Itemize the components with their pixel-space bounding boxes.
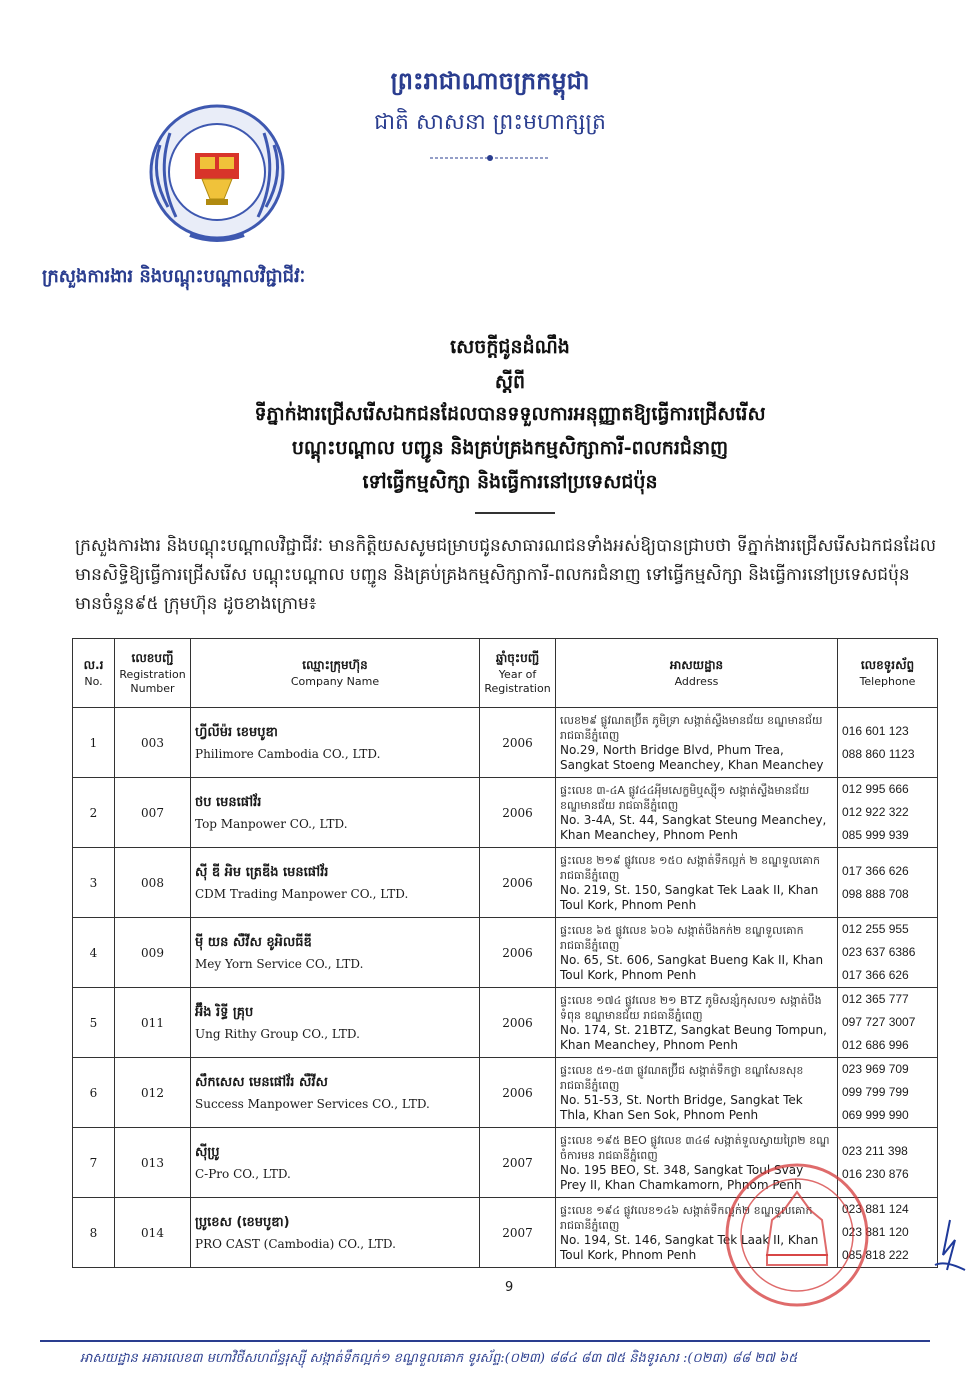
phone-number: 017 366 626: [842, 968, 909, 982]
cell-no: 8: [73, 1198, 115, 1268]
cell-registration: 008: [115, 848, 191, 918]
header-year: ឆ្នាំចុះបញ្ជី Year of Registration: [480, 639, 556, 708]
company-name-kh: សឹកសេស មេនផៅវ័រ សឺវីស: [195, 1075, 328, 1090]
cell-company: [191, 708, 480, 778]
company-name-kh: ម៉ី យន សឺវីស ខូអិលធីឌី: [195, 935, 312, 950]
cell-telephone: [838, 1058, 938, 1128]
company-name-en: Success Manpower Services CO., LTD.: [195, 1097, 430, 1111]
cell-no: 6: [73, 1058, 115, 1128]
cell-year: 2006: [480, 1058, 556, 1128]
address-en: No. 65, St. 606, Sangkat Bueng Kak II, Khan Toul Kork, Phnom Penh: [560, 952, 824, 982]
table-row: [73, 778, 938, 848]
table-row: [73, 708, 938, 778]
phone-number: 023 969 709: [842, 1062, 909, 1076]
notice-subject-line1: ទីភ្នាក់ងារជ្រើសរើសឯកជនដែលបានទទួលការអនុញ្ញាតឱ្យធ្វើការជ្រើសរើស: [254, 403, 766, 425]
ornament-divider: [430, 148, 550, 158]
address-en: No. 3-4A, St. 44, Sangkat Steung Meanchey, Khan Meanchey, Phnom Penh: [560, 812, 827, 842]
phone-number: 016 230 876: [842, 1166, 909, 1181]
phone-number: 097 727 3007: [842, 1015, 916, 1029]
header-no: ល.រ No.: [73, 639, 115, 708]
phone-number: 012 255 955: [842, 922, 909, 936]
ministry-name: ក្រសួងការងារ និងបណ្តុះបណ្តាលវិជ្ជាជីវៈ: [42, 266, 306, 287]
cell-company: [191, 918, 480, 988]
footer-address: អាសយដ្ឋាន អគារលេខ៣ មហាវិថីសហព័ន្ធរុស្ស៊ី សង្កាត់ទឹកល្អក់១ ខណ្ឌទួលគោក ទូរស័ព្ទ:(០២៣) ៨៨៤ ៨៣ ៧៥ និងទូរសារ :(០២៣) ៨៨ ២៧ ៦៥: [80, 1351, 798, 1366]
phone-number: 023 881 124: [842, 1202, 909, 1216]
national-motto: ជាតិ សាសនា ព្រះមហាក្សត្រ: [374, 110, 606, 135]
cell-year: 2006: [480, 778, 556, 848]
company-name-en: C-Pro CO., LTD.: [195, 1167, 291, 1181]
cell-year: 2006: [480, 918, 556, 988]
page-number: 9: [505, 1280, 514, 1295]
address-kh: ផ្ទះលេខ ២១៩ ផ្លូវលេខ ១៥០ សង្កាត់ទឹកល្អក់ ២ ខណ្ឌទួលគោក រាជធានីភ្នំពេញ: [560, 853, 820, 882]
cell-registration: 009: [115, 918, 191, 988]
address-en: No. 174, St. 21BTZ, Sangkat Beung Tompun, Khan Meanchey, Phnom Penh: [560, 1022, 827, 1052]
phone-number: 012 922 322: [842, 805, 909, 819]
address-kh: ផ្ទះលេខ ១៩៤ ផ្លូវលេខ១៤៦ សង្កាត់ទឹកល្អក់២ ខណ្ឌទួលគោក រាជធានីភ្នំពេញ: [560, 1203, 813, 1232]
cell-telephone: [838, 918, 938, 988]
header-address: អាសយដ្ឋាន Address: [556, 639, 838, 708]
cell-company: [191, 988, 480, 1058]
company-name-en: Mey Yorn Service CO., LTD.: [195, 957, 364, 971]
phone-number: 023 881 120: [842, 1225, 909, 1239]
cell-address: [556, 1058, 838, 1128]
cell-year: 2007: [480, 1128, 556, 1198]
cell-address: [556, 708, 838, 778]
cell-registration: 011: [115, 988, 191, 1058]
address-kh: ផ្ទះលេខ ៥១-៥៣ ផ្លូវណតប្រ៊ីជ សង្កាត់ទឹកថ្លា ខណ្ឌសែនសុខ រាជធានីភ្នំពេញ: [560, 1063, 804, 1092]
address-kh: ផ្ទះលេខ ៦៥ ផ្លូវលេខ ៦០៦ សង្កាត់បឹងកក់២ ខណ្ឌទួលគោក រាជធានីភ្នំពេញ: [560, 923, 804, 952]
table-row: [73, 1058, 938, 1128]
company-name-en: CDM Trading Manpower CO., LTD.: [195, 887, 409, 901]
address-en: No. 51-53, St. North Bridge, Sangkat Tek Thla, Khan Sen Sok, Phnom Penh: [560, 1092, 803, 1122]
cell-year: 2007: [480, 1198, 556, 1268]
cell-year: 2006: [480, 988, 556, 1058]
cell-address: [556, 848, 838, 918]
phone-number: 088 860 1123: [842, 746, 915, 761]
phone-number: 017 366 626: [842, 863, 909, 878]
title-divider: [475, 512, 555, 514]
cell-no: 3: [73, 848, 115, 918]
notice-subject-label: ស្តីពី: [494, 371, 526, 393]
cell-telephone: [838, 778, 938, 848]
cell-year: 2006: [480, 848, 556, 918]
notice-subject-line2: បណ្តុះបណ្តាល បញ្ជូន និងគ្រប់គ្រងកម្មសិក្សាការី-ពលករជំនាញ: [291, 437, 729, 459]
phone-number: 069 999 990: [842, 1108, 909, 1122]
phone-number: 085 818 222: [842, 1248, 909, 1262]
address-kh: ផ្ទះលេខ ១៧៤ ផ្លូវលេខ ២១ BTZ ភូមិសន្សំកុសល១ សង្កាត់បឹងទំពុន ខណ្ឌមានជ័យ រាជធានីភ្នំពេញ: [560, 993, 822, 1022]
intro-paragraph: ក្រសួងការងារ និងបណ្តុះបណ្តាលវិជ្ជាជីវៈ មានកិត្តិយសសូមជម្រាបជូនសាធារណជនទាំងអស់ឱ្យបានជ្រាបថា ទីភ្នាក់ងារជ្រើសរើសឯកជនដែលមានសិទ្ធិឱ្យធ្វើការជ្រើសរើស បណ្តុះបណ្តាល បញ្ជូន និងគ្រប់គ្រងកម្មសិក្សាការី-ពលករជំនាញ ទៅធ្វើកម្មសិក្សា និងធ្វើការនៅប្រទេសជប៉ុន មានចំនួន៩៥ ក្រុមហ៊ុន ដូចខាងក្រោម៖: [75, 536, 937, 614]
header-company: ឈ្មោះក្រុមហ៊ុន Company Name: [191, 639, 480, 708]
company-name-kh: ប្រូខេស (ខេមបូឌា): [195, 1215, 290, 1230]
address-kh: លេខ២៩ ផ្លូវណតប្រ៊ីត ភូមិទ្រា សង្កាត់ស្ទឹងមានជ័យ ខណ្ឌមានជ័យ រាជធានីភ្នំពេញ: [560, 713, 823, 742]
phone-number: 023 211 398: [842, 1143, 908, 1158]
header-registration: លេខបញ្ជី Registration Number: [115, 639, 191, 708]
cell-address: [556, 988, 838, 1058]
header-telephone: លេខទូរស័ព្ទ Telephone: [838, 639, 938, 708]
cell-registration: 014: [115, 1198, 191, 1268]
address-en: No. 219, St. 150, Sangkat Tek Laak II, Khan Toul Kork, Phnom Penh: [560, 882, 819, 912]
signature-mark: [925, 1215, 970, 1285]
cell-company: [191, 848, 480, 918]
cell-telephone: [838, 708, 938, 778]
company-name-en: Ung Rithy Group CO., LTD.: [195, 1027, 360, 1041]
notice-subject-line3: ទៅធ្វើកម្មសិក្សា និងធ្វើការនៅប្រទេសជប៉ុន: [362, 471, 658, 493]
phone-number: 016 601 123: [842, 723, 909, 738]
address-en: No.29, North Bridge Blvd, Phum Trea, Sangkat Stoeng Meanchey, Khan Meanchey: [560, 742, 824, 772]
address-kh: ផ្ទះលេខ ១៩៥ BEO ផ្លូវលេខ ៣៤៨ សង្កាត់ទួលស្វាយព្រៃ២ ខណ្ឌចំការមន រាជធានីភ្នំពេញ: [560, 1133, 830, 1162]
cell-telephone: [838, 848, 938, 918]
address-en: No. 194, St. 146, Sangkat Tek Laak II, Khan Toul Kork, Phnom Penh: [560, 1232, 819, 1262]
table-row: [73, 988, 938, 1058]
cell-registration: 013: [115, 1128, 191, 1198]
phone-number: 099 799 799: [842, 1085, 909, 1099]
cell-address: [556, 918, 838, 988]
address-kh: ផ្ទះលេខ ៣-៤A ផ្លូវ៤៤អុីមសេក្ខមិឬស្ស៊ី១ សង្កាត់ស្ទឹងមានជ័យ ខណ្ឌមានជ័យ រាជធានីភ្នំពេញ: [560, 783, 810, 812]
footer-divider: [40, 1340, 930, 1342]
phone-number: 098 888 708: [842, 886, 909, 901]
company-name-kh: ស៊ី ឌី អិម ត្រេឌីង មេនផៅវ័រ: [195, 865, 329, 880]
table-row: [73, 918, 938, 988]
phone-number: 012 995 666: [842, 782, 909, 796]
cell-no: 4: [73, 918, 115, 988]
company-name-kh: អ៊ឹង រិទ្ធី គ្រុប: [195, 1005, 254, 1020]
cell-no: 7: [73, 1128, 115, 1198]
cell-no: 2: [73, 778, 115, 848]
cell-company: [191, 1058, 480, 1128]
company-name-en: Philimore Cambodia CO., LTD.: [195, 747, 381, 761]
phone-number: 023 637 6386: [842, 945, 916, 959]
kingdom-heading: ព្រះរាជាណាចក្រកម្ពុជា: [390, 66, 590, 95]
cell-no: 5: [73, 988, 115, 1058]
company-name-en: Top Manpower CO., LTD.: [195, 817, 348, 831]
cell-year: 2006: [480, 708, 556, 778]
cell-registration: 012: [115, 1058, 191, 1128]
company-name-en: PRO CAST (Cambodia) CO., LTD.: [195, 1237, 396, 1251]
cell-no: 1: [73, 708, 115, 778]
cell-registration: 007: [115, 778, 191, 848]
address-en: No. 195 BEO, St. 348, Sangkat Toul Svay Prey II, Khan Chamkamorn, Phnom Penh: [560, 1162, 804, 1192]
ministry-logo: [140, 95, 295, 250]
notice-title: សេចក្តីជូនដំណឹង: [450, 336, 570, 358]
phone-number: 085 999 939: [842, 828, 909, 842]
official-stamp: [722, 1160, 872, 1310]
cell-address: [556, 778, 838, 848]
table-row: [73, 848, 938, 918]
phone-number: 012 686 996: [842, 1038, 909, 1052]
company-name-kh: ហ្វីលីម៉រ ខេមបូឌា: [195, 725, 278, 740]
cell-company: [191, 778, 480, 848]
cell-company: [191, 1128, 480, 1198]
table-header-row: [73, 639, 938, 708]
cell-registration: 003: [115, 708, 191, 778]
company-name-kh: ស៊ីប្រូ: [195, 1145, 220, 1160]
cell-company: [191, 1198, 480, 1268]
cell-telephone: [838, 988, 938, 1058]
company-name-kh: ថប មេនផៅវ័រ: [195, 795, 262, 810]
phone-number: 012 365 777: [842, 992, 909, 1006]
